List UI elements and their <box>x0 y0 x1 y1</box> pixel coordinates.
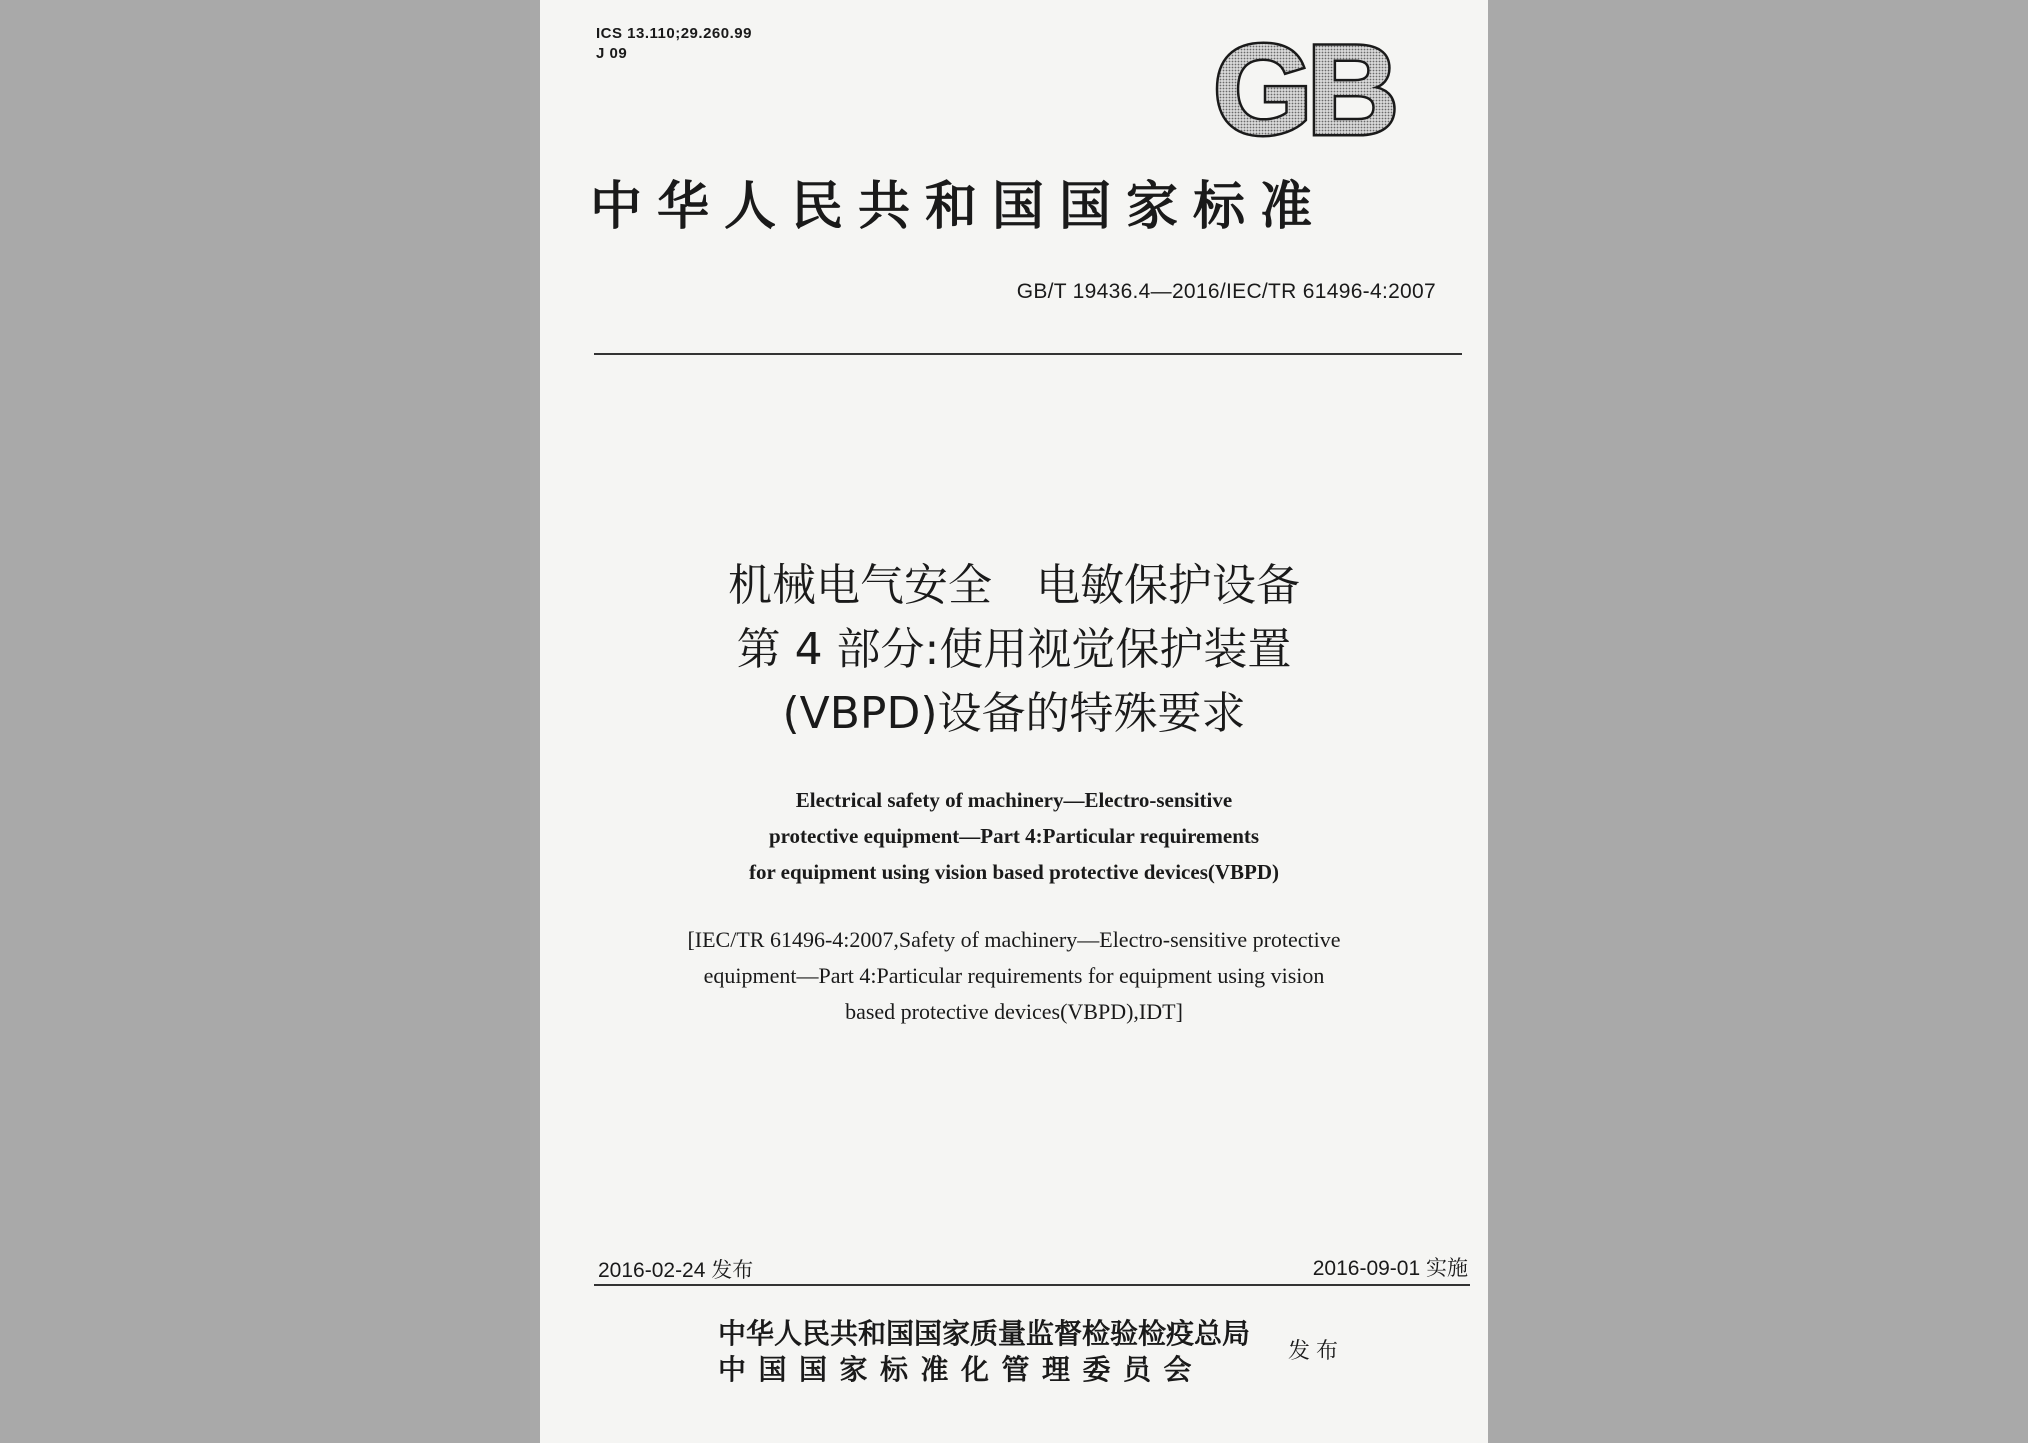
english-title-line-3: for equipment using vision based protective devices(VBPD) <box>748 860 1280 884</box>
national-standard-header: 中华人民共和国国家标准 <box>590 176 1328 237</box>
issuing-organizations <box>718 1316 1250 1388</box>
footer-divider <box>594 1284 1470 1286</box>
ics-code: ICS 13.110;29.260.99 <box>596 25 752 42</box>
publish-label: 发布 <box>1288 1339 1345 1364</box>
classification-codes <box>596 24 752 64</box>
effective-date: 2016-09-01 实施 <box>1312 1257 1468 1280</box>
iec-reference-line-3: based protective devices(VBPD),IDT] <box>845 999 1183 1024</box>
iec-reference-line-2: equipment—Part 4:Particular requirements for equipment using vision <box>703 963 1325 988</box>
chinese-title <box>540 554 1488 746</box>
issuer-sac: 中国国家标准化管理委员会 <box>718 1353 1205 1386</box>
issue-date: 2016-02-24 发布 <box>598 1259 754 1282</box>
gb-logo-lettering: GB <box>1213 36 1393 148</box>
chinese-title-line-1: 机械电气安全 电敏保护设备 <box>728 560 1300 611</box>
gb-logo <box>1192 36 1414 148</box>
english-title <box>540 782 1488 890</box>
english-title-line-2: protective equipment—Part 4:Particular requirements <box>768 824 1260 848</box>
chinese-title-line-2: 第 4 部分:使用视觉保护装置 <box>736 624 1292 675</box>
chinese-title-line-3: (VBPD)设备的特殊要求 <box>782 688 1246 739</box>
standard-cover-page <box>540 0 1488 1443</box>
english-title-line-1: Electrical safety of machinery—Electro-sensitive <box>795 788 1233 812</box>
header-divider <box>594 353 1462 355</box>
standard-number: GB/T 19436.4—2016/IEC/TR 61496-4:2007 <box>1016 280 1436 303</box>
ccs-code: J 09 <box>596 45 628 62</box>
iec-reference-line-1: [IEC/TR 61496-4:2007,Safety of machinery—Electro-sensitive protective <box>687 927 1341 952</box>
issuer-aqsiq: 中华人民共和国国家质量监督检验检疫总局 <box>718 1317 1251 1350</box>
iec-equivalence-reference <box>540 922 1488 1030</box>
